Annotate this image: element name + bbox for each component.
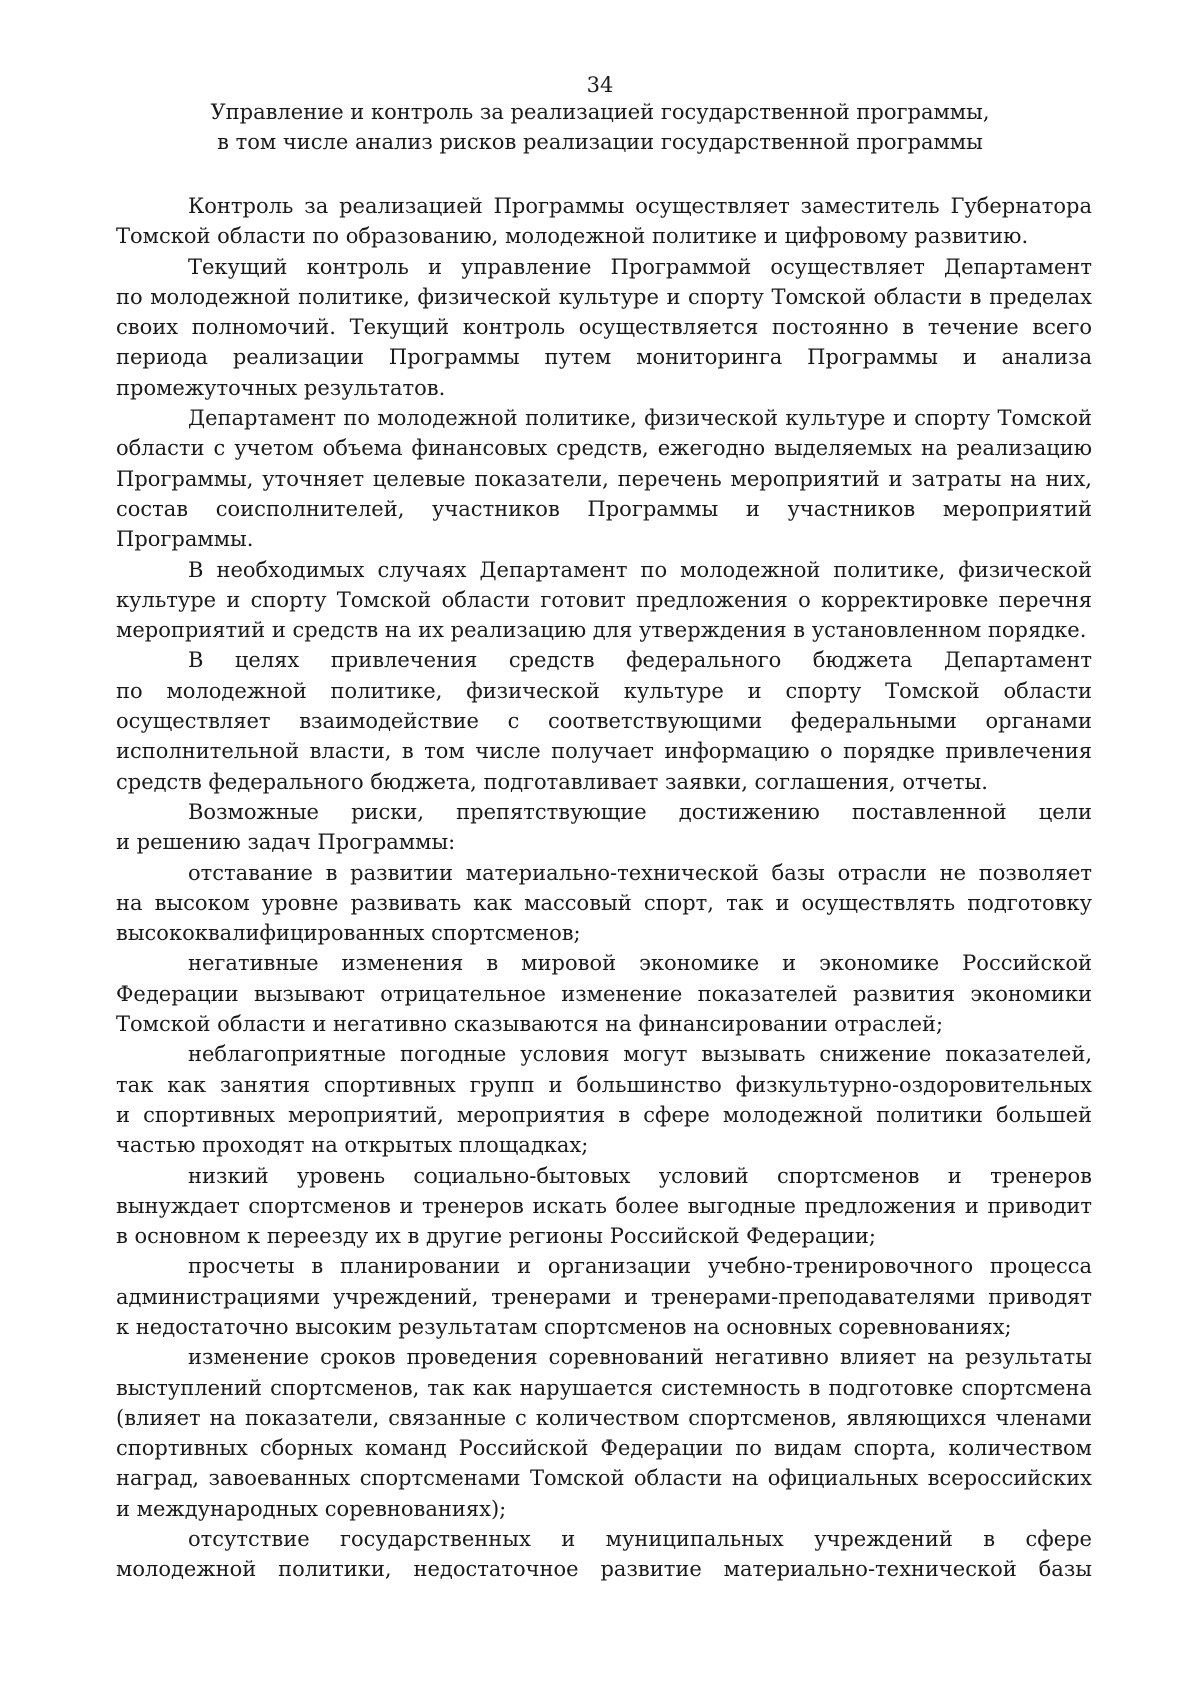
paragraph-line: В необходимых случаях Департамент по молодежной политике, физической (188, 557, 1092, 582)
document-body (116, 191, 1092, 1585)
paragraph-line: Возможные риски, препятствующие достижению поставленной цели (188, 799, 1092, 824)
heading-line: в том числе анализ рисков реализации государственной программы (217, 130, 983, 154)
paragraph-line: Текущий контроль и управление Программой осуществляет Департамент (188, 254, 1092, 279)
section-heading (150, 97, 1050, 157)
paragraph-line: негативные изменения в мировой экономике и экономике Российской (188, 951, 1092, 976)
paragraph-line: отставание в развитии материально-технической базы отрасли не позволяет (188, 860, 1092, 885)
paragraph-line: Томской области и негативно сказываются на финансировании отраслей; (116, 1012, 944, 1037)
paragraph-line: спортивных сборных команд Российской Федерации по видам спорта, количеством (116, 1436, 1092, 1461)
paragraph (116, 1342, 1092, 1524)
paragraph (116, 1161, 1092, 1252)
paragraph-line: изменение сроков проведения соревнований негативно влияет на результаты (188, 1345, 1092, 1370)
paragraph-line: частью проходят на открытых площадках; (116, 1133, 589, 1158)
paragraph-line: Федерации вызывают отрицательное изменение показателей развития экономики (116, 981, 1092, 1006)
paragraph-line: вынуждает спортсменов и тренеров искать более выгодные предложения и приводит (116, 1193, 1092, 1218)
paragraph-line: области с учетом объема финансовых средств, ежегодно выделяемых на реализацию (116, 436, 1092, 461)
paragraph-line: состав соисполнителей, участников Программы и участников мероприятий (116, 496, 1092, 521)
paragraph-line: культуре и спорту Томской области готовит предложения о корректировке перечня (116, 587, 1092, 612)
paragraph (116, 858, 1092, 949)
paragraph-line: Программы, уточняет целевые показатели, перечень мероприятий и затраты на них, (116, 466, 1092, 491)
paragraph-line: средств федерального бюджета, подготавливает заявки, соглашения, отчеты. (116, 769, 988, 794)
paragraph (116, 948, 1092, 1039)
paragraph-line: выступлений спортсменов, так как нарушается системность в подготовке спортсмена (116, 1375, 1092, 1400)
paragraph-line: к недостаточно высоким результатам спортсменов на основных соревнованиях; (116, 1314, 1012, 1339)
page-number: 34 (586, 73, 614, 97)
paragraph (116, 191, 1092, 252)
paragraph-line: отсутствие государственных и муниципальных учреждений в сфере (188, 1527, 1092, 1552)
paragraph-line: исполнительной власти, в том числе получает информацию о порядке привлечения (116, 739, 1092, 764)
paragraph-line: неблагоприятные погодные условия могут вызывать снижение показателей, (188, 1042, 1092, 1067)
paragraph (116, 797, 1092, 858)
paragraph-line: низкий уровень социально-бытовых условий спортсменов и тренеров (188, 1163, 1092, 1188)
paragraph (116, 1039, 1092, 1160)
paragraph-line: Томской области по образованию, молодежной политике и цифровому развитию. (116, 224, 1029, 249)
paragraph-line: по молодежной политике, физической культуре и спорту Томской области (116, 678, 1092, 703)
paragraph-line: и спортивных мероприятий, мероприятия в сфере молодежной политики большей (116, 1102, 1092, 1127)
paragraph (116, 403, 1092, 554)
paragraph (116, 645, 1092, 796)
paragraph-line: наград, завоеванных спортсменами Томской области на официальных всероссийских (116, 1466, 1092, 1491)
paragraph-line: высококвалифицированных спортсменов; (116, 921, 581, 946)
paragraph (116, 555, 1092, 646)
paragraph-line: своих полномочий. Текущий контроль осуществляется постоянно в течение всего (116, 315, 1092, 340)
paragraph-line: В целях привлечения средств федерального бюджета Департамент (188, 648, 1092, 673)
paragraph (116, 252, 1092, 403)
paragraph-line: молодежной политики, недостаточное развитие материально-технической базы (116, 1557, 1092, 1582)
paragraph-line: администрациями учреждений, тренерами и тренерами-преподавателями приводят (116, 1284, 1092, 1309)
paragraph (116, 1251, 1092, 1342)
paragraph-line: и международных соревнованиях); (116, 1496, 507, 1521)
paragraph-line: Департамент по молодежной политике, физической культуре и спорту Томской (188, 406, 1092, 431)
paragraph-line: так как занятия спортивных групп и большинство физкультурно-оздоровительных (116, 1072, 1092, 1097)
paragraph-line: Контроль за реализацией Программы осуществляет заместитель Губернатора (188, 194, 1092, 218)
paragraph-line: (влияет на показатели, связанные с количеством спортсменов, являющихся членами (116, 1405, 1092, 1430)
paragraph-line: осуществляет взаимодействие с соответствующими федеральными органами (116, 709, 1092, 734)
paragraph-line: периода реализации Программы путем мониторинга Программы и анализа (116, 345, 1092, 370)
paragraph (116, 1524, 1092, 1585)
paragraph-line: просчеты в планировании и организации учебно-тренировочного процесса (188, 1254, 1092, 1279)
paragraph-line: по молодежной политике, физической культуре и спорту Томской области в пределах (116, 284, 1092, 309)
heading-line: Управление и контроль за реализацией государственной программы, (210, 100, 990, 124)
paragraph-line: в основном к переезду их в другие регионы Российской Федерации; (116, 1224, 876, 1249)
paragraph-line: мероприятий и средств на их реализацию для утверждения в установленном порядке. (116, 618, 1087, 643)
paragraph-line: и решению задач Программы: (116, 830, 456, 855)
paragraph-line: на высоком уровне развивать как массовый спорт, так и осуществлять подготовку (116, 890, 1092, 915)
paragraph-line: промежуточных результатов. (116, 375, 446, 400)
paragraph-line: Программы. (116, 527, 254, 552)
